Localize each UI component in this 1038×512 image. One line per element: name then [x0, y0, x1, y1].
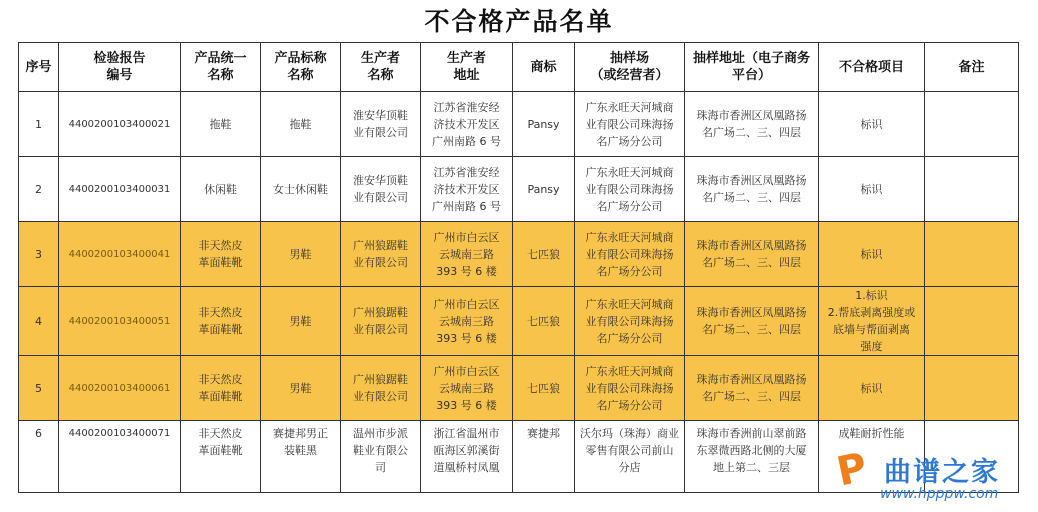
cell-line: 名广场分公司	[596, 264, 663, 278]
cell-line: 393 号 6 楼	[436, 264, 497, 278]
cell-line: 浙江省温州市	[433, 427, 500, 440]
header-line: 检验报告	[93, 51, 146, 66]
cell-line: 名广场二、三、四层	[702, 191, 801, 204]
col-sampling-address-header	[685, 43, 819, 92]
col-index-cell	[19, 222, 59, 287]
cell-line: 革面鞋靴	[198, 444, 243, 457]
cell-line: 鞋业有限公	[353, 444, 408, 457]
cell-line: 业有限公司	[353, 126, 408, 139]
cell-line: 男鞋	[289, 314, 312, 328]
cell-line: 4400200103400041	[68, 248, 171, 260]
cell-line: 赛捷邦男正	[273, 427, 328, 440]
table-row	[19, 287, 1019, 356]
unqualified-products-table	[18, 42, 1019, 493]
col-product-name-cell	[181, 421, 261, 493]
cell-line: 业有限公司珠海扬	[585, 381, 674, 395]
cell-line: 名广场二、三、四层	[702, 323, 801, 336]
cell-line: 珠海市香洲区凤凰路扬	[696, 306, 807, 319]
col-nominal-name-cell	[261, 222, 341, 287]
header-line: 名称	[287, 68, 314, 83]
cell-line: 业有限公司	[353, 323, 408, 336]
col-sampling-site-cell	[575, 421, 685, 493]
col-producer-cell	[341, 287, 421, 356]
cell-line: 2.帮底剥离强度或	[827, 306, 916, 319]
cell-line: 广州市白云区	[433, 297, 500, 311]
cell-line: 女士休闲鞋	[273, 182, 328, 196]
col-product-name-cell	[181, 222, 261, 287]
cell-line: 名广场分公司	[596, 199, 663, 213]
cell-line: 业有限公司珠海扬	[585, 247, 674, 261]
cell-line: 拖鞋	[289, 117, 312, 131]
col-brand-cell	[513, 287, 575, 356]
table-row	[19, 92, 1019, 157]
col-nominal-name-cell	[261, 421, 341, 493]
cell-line: 广东永旺天河城商	[585, 364, 674, 378]
cell-line: 七匹狼	[527, 314, 560, 328]
col-brand-cell	[513, 421, 575, 493]
cell-line: 装鞋黑	[284, 444, 317, 457]
col-sampling-address-cell	[685, 157, 819, 222]
col-sampling-address-cell	[685, 92, 819, 157]
col-failed-items-cell	[819, 222, 925, 287]
cell-line: 6	[35, 427, 42, 440]
col-remarks-cell	[925, 92, 1019, 157]
cell-line: 七匹狼	[527, 247, 560, 261]
col-remarks-header	[925, 43, 1019, 92]
col-remarks-cell	[925, 287, 1019, 356]
cell-line: 4400200103400071	[68, 428, 171, 439]
cell-line: 男鞋	[289, 381, 312, 395]
cell-line: 珠海市香洲区凤凰路扬	[696, 239, 807, 252]
cell-line: 名广场分公司	[596, 134, 663, 148]
cell-line: 广州狼踞鞋	[353, 373, 408, 386]
col-brand-header	[513, 43, 575, 92]
cell-line: 云城南三路	[439, 247, 494, 261]
col-product-name-cell	[181, 157, 261, 222]
col-sampling-site-cell	[575, 356, 685, 421]
table-header-row	[19, 43, 1019, 92]
cell-line: 标识	[860, 381, 883, 395]
cell-line: 名广场二、三、四层	[702, 390, 801, 403]
cell-line: 5	[35, 381, 42, 395]
cell-line: 淮安华顶鞋	[353, 174, 408, 187]
cell-line: 司	[375, 461, 386, 474]
col-sampling-site-cell	[575, 222, 685, 287]
col-producer-cell	[341, 356, 421, 421]
cell-line: 非天然皮	[198, 373, 243, 386]
cell-line: 江苏省淮安经	[433, 165, 500, 179]
cell-line: 名广场分公司	[596, 331, 663, 345]
cell-line: 广州市白云区	[433, 364, 500, 378]
col-index-cell	[19, 356, 59, 421]
header-line: 编号	[106, 68, 133, 83]
col-producer-header	[341, 43, 421, 92]
header-line: 不合格项目	[838, 59, 904, 75]
cell-line: 济技术开发区	[433, 182, 500, 196]
cell-line: 广州南路 6 号	[432, 134, 501, 148]
col-product-name-header	[181, 43, 261, 92]
col-producer-address-cell	[421, 157, 513, 222]
col-sampling-site-header	[575, 43, 685, 92]
header-line: 产品统一	[194, 51, 247, 66]
cell-line: 拖鞋	[209, 117, 232, 131]
col-nominal-name-cell	[261, 92, 341, 157]
cell-line: 珠海市香洲区凤凰路扬	[696, 109, 807, 122]
col-producer-address-cell	[421, 287, 513, 356]
cell-line: 底墙与帮面剥离	[833, 323, 910, 336]
col-index-header	[19, 43, 59, 92]
col-nominal-name-header	[261, 43, 341, 92]
cell-line: 济技术开发区	[433, 117, 500, 131]
cell-line: Pansy	[527, 117, 560, 131]
col-report-no-cell	[59, 356, 181, 421]
watermark-site-name: 曲谱之家	[884, 457, 1000, 488]
header-line: 商标	[530, 59, 557, 75]
col-report-no-cell	[59, 421, 181, 493]
cell-line: 1.标识	[855, 289, 888, 302]
cell-line: 4400200103400051	[68, 315, 171, 327]
col-nominal-name-cell	[261, 356, 341, 421]
cell-line: 赛捷邦	[527, 427, 560, 440]
cell-line: 革面鞋靴	[198, 390, 243, 403]
cell-line: 名广场二、三、四层	[702, 126, 801, 139]
cell-line: 业有限公司	[353, 390, 408, 403]
col-report-no-cell	[59, 157, 181, 222]
cell-line: 强度	[860, 340, 883, 353]
cell-line: 业有限公司	[353, 256, 408, 269]
cell-line: 云城南三路	[439, 314, 494, 328]
header-line: （或经营者）	[590, 68, 669, 83]
col-failed-items-cell	[819, 157, 925, 222]
table-row	[19, 222, 1019, 287]
col-producer-cell	[341, 157, 421, 222]
site-watermark	[822, 444, 1032, 510]
cell-line: 淮安华顶鞋	[353, 109, 408, 122]
cell-line: 休闲鞋	[204, 182, 237, 196]
col-producer-address-header	[421, 43, 513, 92]
col-brand-cell	[513, 157, 575, 222]
header-line: 产品标称	[274, 51, 327, 66]
page-title: 不合格产品名单	[424, 7, 614, 36]
header-line: 序号	[25, 59, 52, 75]
header-line: 抽样地址（电子商务	[692, 51, 810, 66]
col-brand-cell	[513, 356, 575, 421]
col-report-no-cell	[59, 222, 181, 287]
col-producer-cell	[341, 92, 421, 157]
cell-line: 非天然皮	[198, 239, 243, 252]
col-index-cell	[19, 421, 59, 493]
header-line: 名称	[367, 68, 394, 83]
cell-line: 393 号 6 楼	[436, 331, 497, 345]
cell-line: 业有限公司珠海扬	[585, 314, 674, 328]
col-report-no-cell	[59, 287, 181, 356]
cell-line: 非天然皮	[198, 306, 243, 319]
cell-line: 标识	[860, 247, 883, 261]
header-line: 备注	[958, 59, 985, 75]
cell-line: 东翠微西路北侧的大厦	[696, 444, 807, 457]
col-sampling-address-cell	[685, 421, 819, 493]
col-nominal-name-cell	[261, 287, 341, 356]
cell-line: 珠海市香洲前山翠前路	[696, 427, 807, 440]
cell-line: 地上第二、三层	[713, 461, 790, 474]
cell-line: 名广场二、三、四层	[702, 256, 801, 269]
col-nominal-name-cell	[261, 157, 341, 222]
col-producer-cell	[341, 421, 421, 493]
cell-line: 瓯海区郭溪街	[433, 444, 500, 457]
cell-line: 广东永旺天河城商	[585, 297, 674, 311]
cell-line: 业有限公司珠海扬	[585, 182, 674, 196]
col-report-no-header	[59, 43, 181, 92]
cell-line: 革面鞋靴	[198, 256, 243, 269]
cell-line: 温州市步派	[353, 427, 408, 440]
cell-line: 广州市白云区	[433, 230, 500, 244]
col-brand-cell	[513, 222, 575, 287]
watermark-url: www.hpppw.com	[880, 486, 999, 502]
cell-line: 男鞋	[289, 247, 312, 261]
cell-line: Pansy	[527, 182, 560, 196]
col-remarks-cell	[925, 222, 1019, 287]
col-failed-items-header	[819, 43, 925, 92]
cell-line: 广州狼踞鞋	[353, 239, 408, 252]
col-producer-address-cell	[421, 421, 513, 493]
col-sampling-site-cell	[575, 157, 685, 222]
col-product-name-cell	[181, 287, 261, 356]
cell-line: 业有限公司	[353, 191, 408, 204]
table-row	[19, 356, 1019, 421]
col-failed-items-cell	[819, 92, 925, 157]
col-brand-cell	[513, 92, 575, 157]
col-index-cell	[19, 287, 59, 356]
col-producer-address-cell	[421, 222, 513, 287]
cell-line: 1	[35, 117, 42, 131]
cell-line: 4400200103400031	[68, 183, 171, 195]
header-line: 平台）	[731, 68, 771, 83]
cell-line: 珠海市香洲区凤凰路扬	[696, 174, 807, 187]
col-product-name-cell	[181, 356, 261, 421]
col-producer-address-cell	[421, 92, 513, 157]
cell-line: 标识	[860, 117, 883, 131]
cell-line: 云城南三路	[439, 381, 494, 395]
col-failed-items-cell	[819, 287, 925, 356]
cell-line: 广州南路 6 号	[432, 199, 501, 213]
cell-line: 3	[35, 247, 42, 261]
cell-line: 393 号 6 楼	[436, 398, 497, 412]
header-line: 地址	[453, 68, 480, 83]
cell-line: 广东永旺天河城商	[585, 165, 674, 179]
header-line: 生产者	[446, 51, 486, 66]
col-sampling-site-cell	[575, 287, 685, 356]
cell-line: 沃尔玛（珠海）商业	[580, 427, 679, 440]
cell-line: 标识	[860, 182, 883, 196]
cell-line: 珠海市香洲区凤凰路扬	[696, 373, 807, 386]
cell-line: 成鞋耐折性能	[838, 427, 905, 440]
col-sampling-site-cell	[575, 92, 685, 157]
header-line: 抽样场	[609, 51, 649, 66]
cell-line: 七匹狼	[527, 381, 560, 395]
cell-line: 4	[35, 314, 42, 328]
cell-line: 业有限公司珠海扬	[585, 117, 674, 131]
col-index-cell	[19, 157, 59, 222]
col-product-name-cell	[181, 92, 261, 157]
col-sampling-address-cell	[685, 356, 819, 421]
cell-line: 2	[35, 182, 42, 196]
cell-line: 4400200103400021	[68, 118, 171, 130]
col-failed-items-cell	[819, 356, 925, 421]
header-line: 名称	[207, 68, 234, 83]
col-producer-cell	[341, 222, 421, 287]
col-remarks-cell	[925, 356, 1019, 421]
cell-line: 江苏省淮安经	[433, 100, 500, 114]
cell-line: 广州狼踞鞋	[353, 306, 408, 319]
cell-line: 4400200103400061	[68, 382, 171, 394]
col-index-cell	[19, 92, 59, 157]
cell-line: 革面鞋靴	[198, 323, 243, 336]
col-sampling-address-cell	[685, 222, 819, 287]
cell-line: 名广场分公司	[596, 398, 663, 412]
col-producer-address-cell	[421, 356, 513, 421]
cell-line: 非天然皮	[198, 427, 243, 440]
header-line: 生产者	[360, 51, 400, 66]
cell-line: 广东永旺天河城商	[585, 230, 674, 244]
col-report-no-cell	[59, 92, 181, 157]
cell-line: 零售有限公司前山	[585, 444, 674, 457]
col-sampling-address-cell	[685, 287, 819, 356]
col-remarks-cell	[925, 157, 1019, 222]
cell-line: 道凰桥村凤凰	[433, 461, 500, 474]
table-row	[19, 157, 1019, 222]
cell-line: 广东永旺天河城商	[585, 100, 674, 114]
cell-line: 分店	[618, 461, 641, 474]
site-logo-icon: P	[832, 444, 872, 496]
